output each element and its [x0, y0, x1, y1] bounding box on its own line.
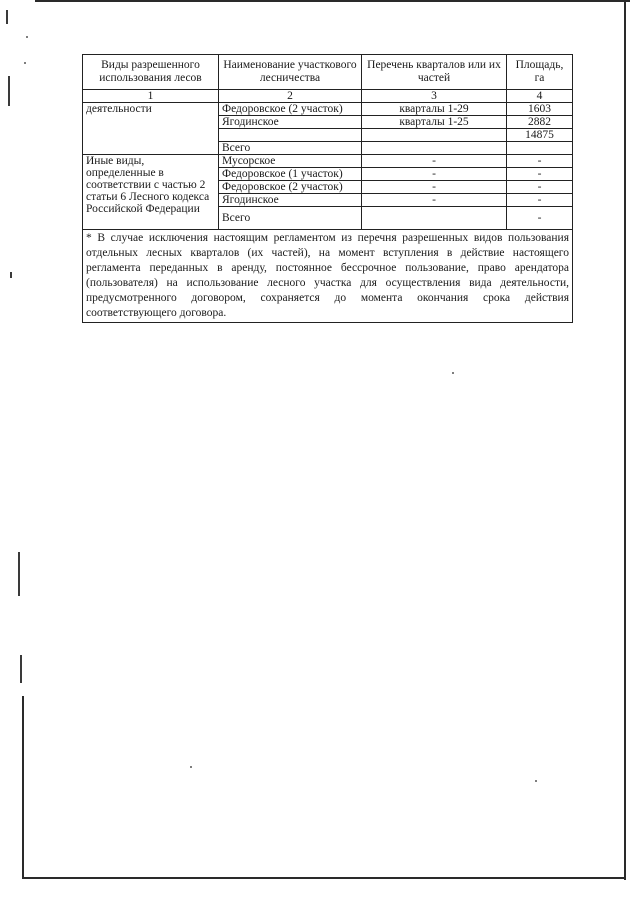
scan-dot — [535, 780, 537, 782]
scan-mark — [18, 552, 20, 596]
table-row — [83, 103, 573, 116]
scan-dot — [452, 372, 454, 374]
table-header-row — [83, 55, 573, 90]
area-cell: - — [507, 155, 573, 168]
forest-use-table — [82, 54, 573, 323]
quarters-cell — [362, 142, 507, 155]
page-border-left — [22, 696, 24, 879]
forestry-cell: Федоровское (2 участок) — [219, 103, 362, 116]
quarters-cell: - — [362, 168, 507, 181]
forestry-cell: Всего — [219, 207, 362, 230]
quarters-cell — [362, 129, 507, 142]
header-forestry: Наименование участкового лесничества — [219, 55, 362, 90]
area-cell: - — [507, 194, 573, 207]
forestry-cell: Всего — [219, 142, 362, 155]
column-number: 4 — [507, 90, 573, 103]
scan-mark — [8, 76, 10, 106]
footnote-row — [83, 230, 573, 323]
area-cell — [507, 142, 573, 155]
header-use-type: Виды разрешенного использования лесов — [83, 55, 219, 90]
quarters-cell: - — [362, 194, 507, 207]
header-area: Площадь, га — [507, 55, 573, 90]
scan-mark — [10, 272, 12, 278]
use-type-cell: деятельности — [83, 103, 219, 155]
forestry-cell: Ягодинское — [219, 116, 362, 129]
forestry-cell: Федоровское (1 участок) — [219, 168, 362, 181]
forestry-cell: Федоровское (2 участок) — [219, 181, 362, 194]
column-number: 2 — [219, 90, 362, 103]
forestry-cell: Ягодинское — [219, 194, 362, 207]
scan-dot — [26, 36, 28, 38]
area-cell: - — [507, 168, 573, 181]
quarters-cell: - — [362, 155, 507, 168]
quarters-cell: кварталы 1-25 — [362, 116, 507, 129]
scan-mark — [20, 655, 22, 683]
quarters-cell: кварталы 1-29 — [362, 103, 507, 116]
quarters-cell — [362, 207, 507, 230]
page-border-bottom — [24, 877, 626, 879]
forestry-cell: Мусорское — [219, 155, 362, 168]
scan-dot — [190, 766, 192, 768]
page-border-top — [35, 0, 630, 2]
column-number: 1 — [83, 90, 219, 103]
column-number-row — [83, 90, 573, 103]
area-cell: - — [507, 207, 573, 230]
scan-dot — [24, 62, 26, 64]
area-cell: 2882 — [507, 116, 573, 129]
column-number: 3 — [362, 90, 507, 103]
area-cell: 14875 — [507, 129, 573, 142]
use-type-cell: Иные виды, определенные в соответствии с частью 2 статьи 6 Лесного кодекса Российской Федерации — [83, 155, 219, 230]
area-cell: - — [507, 181, 573, 194]
area-cell: 1603 — [507, 103, 573, 116]
forestry-cell — [219, 129, 362, 142]
page-border-right — [624, 0, 626, 880]
header-quarters: Перечень кварталов или их частей — [362, 55, 507, 90]
table-row — [83, 155, 573, 168]
quarters-cell: - — [362, 181, 507, 194]
scan-mark — [6, 10, 8, 24]
footnote-text: * В случае исключения настоящим регламентом из перечня разрешенных видов пользования отдельных лесных кварталов (их частей), на момент вступления в действие настоящего регламента переданных в аренду, постоянное бессрочное пользование, право арендатора (пользователя) на использование лесного участка для осуществления вида деятельности, предусмотренного договором, сохраняется до момента окончания срока действия соответствующего договора. — [83, 230, 573, 323]
